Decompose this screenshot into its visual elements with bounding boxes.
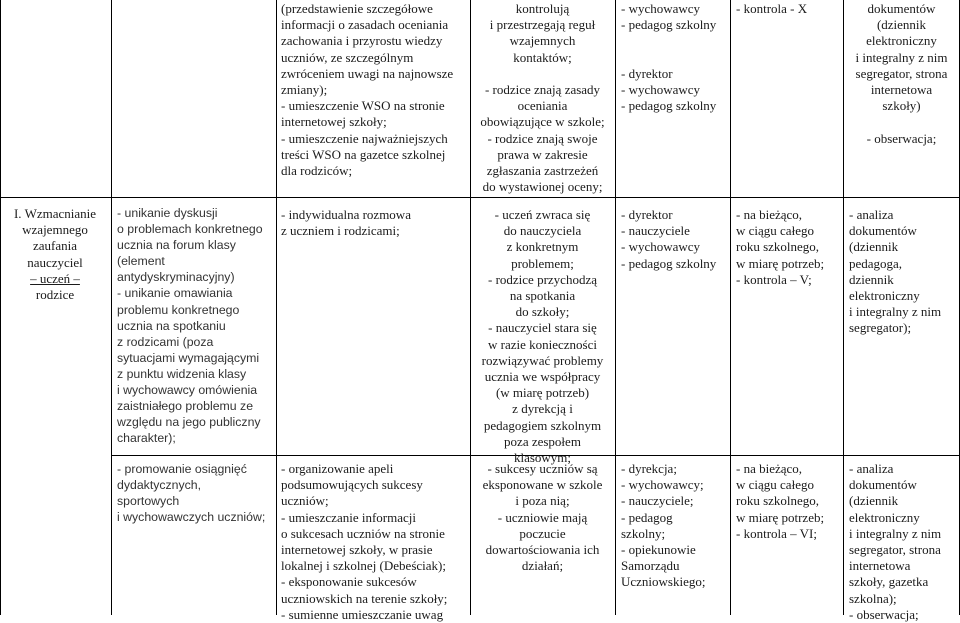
column-divider <box>111 0 112 615</box>
row-divider <box>111 197 960 198</box>
task-cell: - promowanie osiągnięć dydaktycznych, sportowych i wychowawczych uczniów; <box>117 462 266 525</box>
result-cell: - uczeń zwraca się do nauczyciela z konkretnym problemem; - rodzice przychodzą na spotkania do szkoły; - nauczyciel stara się w razie konieczności rozwiązywać problemy ucznia we współpracy (w miarę potrzeb) z dyrekcją i pedagogiem szkolnym poza zespołem klasowym; <box>481 207 604 466</box>
section-title-line: rodzice <box>35 287 75 303</box>
method-cell: (przedstawienie szczegółowe informacji o zasadach oceniania zachowania i przyrostu wiedzy uczniów, ze szczególnym zwróceniem uwagi na najnowsze zmiany); - umieszczenie WSO na stronie internetowej szkoły; - umieszczenie najważniejszych treści WSO na gazetce szkolnej dla rodziców; <box>281 1 454 179</box>
evaluation-cell: - analiza dokumentów (dziennik elektroniczny i integralny z nim segregator, strona internetowa szkoły, gazetka szkolna); - obserwacja; <box>849 461 942 622</box>
responsible-cell: - dyrektor - nauczyciele - wychowawcy - pedagog szkolny <box>621 207 717 271</box>
section-number: I. <box>13 206 22 221</box>
column-divider <box>276 0 277 615</box>
row-divider <box>0 197 111 198</box>
section-title-line: zaufania <box>32 238 78 254</box>
timing-cell: - kontrola - X <box>736 1 808 16</box>
timing-cell: - na bieżąco, w ciągu całego roku szkolnego, w miarę potrzeb; - kontrola – VI; <box>736 461 825 541</box>
section-title-line <box>3 206 107 222</box>
section-title-line: – uczeń – <box>30 270 80 286</box>
section-title-word: Wzmacnianie <box>24 206 97 221</box>
timing-cell: - na bieżąco, w ciągu całego roku szkolnego, w miarę potrzeb; - kontrola – V; <box>736 207 825 287</box>
section-title-line: nauczyciel <box>27 254 83 270</box>
task-cell: - unikanie dyskusji o problemach konkretnego ucznia na forum klasy (element antydyskryminacyjny) - unikanie omawiania problemu konkretnego ucznia na spotkaniu z rodzicami (poza sytuacjami wymagającymi z punktu widzenia klasy i wychowawcy omówienia zaistniałego problemu ze względu na jego publiczny charakter); <box>117 206 263 446</box>
method-cell: - organizowanie apeli podsumowujących sukcesy uczniów; - umieszczanie informacji o sukcesach uczniów na stronie internetowej szkoły, w prasie lokalnej i szkolnej (Debeściak); - eksponowanie sukcesów uczniowskich na terenie szkoły; - sumienne umieszczanie uwag <box>281 461 448 622</box>
responsible-cell: - dyrekcja; - wychowawcy; - nauczyciele; - pedagog szkolny; - opiekunowie Samorządu Uczniowskiego; <box>621 461 706 590</box>
column-divider <box>615 0 616 615</box>
column-divider <box>730 0 731 615</box>
section-title-line: wzajemnego <box>22 222 88 238</box>
evaluation-cell: dokumentów (dziennik elektroniczny i integralny z nim segregator, strona internetowa szkoły) - obserwacja; <box>855 1 948 146</box>
section-title <box>3 206 107 303</box>
evaluation-cell: - analiza dokumentów (dziennik pedagoga, dziennik elektroniczny i integralny z nim segregator); <box>849 207 942 336</box>
result-cell: kontrolują i przestrzegają reguł wzajemnych kontaktów; - rodzice znają zasady oceniania obowiązujące w szkole; - rodzice znają swoje prawa w zakresie zgłaszania zastrzeżeń do wystawionej oceny; <box>480 1 605 195</box>
result-cell: - sukcesy uczniów są eksponowane w szkole i poza nią; - uczniowie mają poczucie dowartościowania ich działań; <box>482 461 603 574</box>
method-cell: - indywidualna rozmowa z uczniem i rodzicami; <box>281 207 411 239</box>
table-border-left <box>0 0 1 615</box>
responsible-cell: - wychowawcy - pedagog szkolny - dyrektor - wychowawcy - pedagog szkolny <box>621 1 717 114</box>
